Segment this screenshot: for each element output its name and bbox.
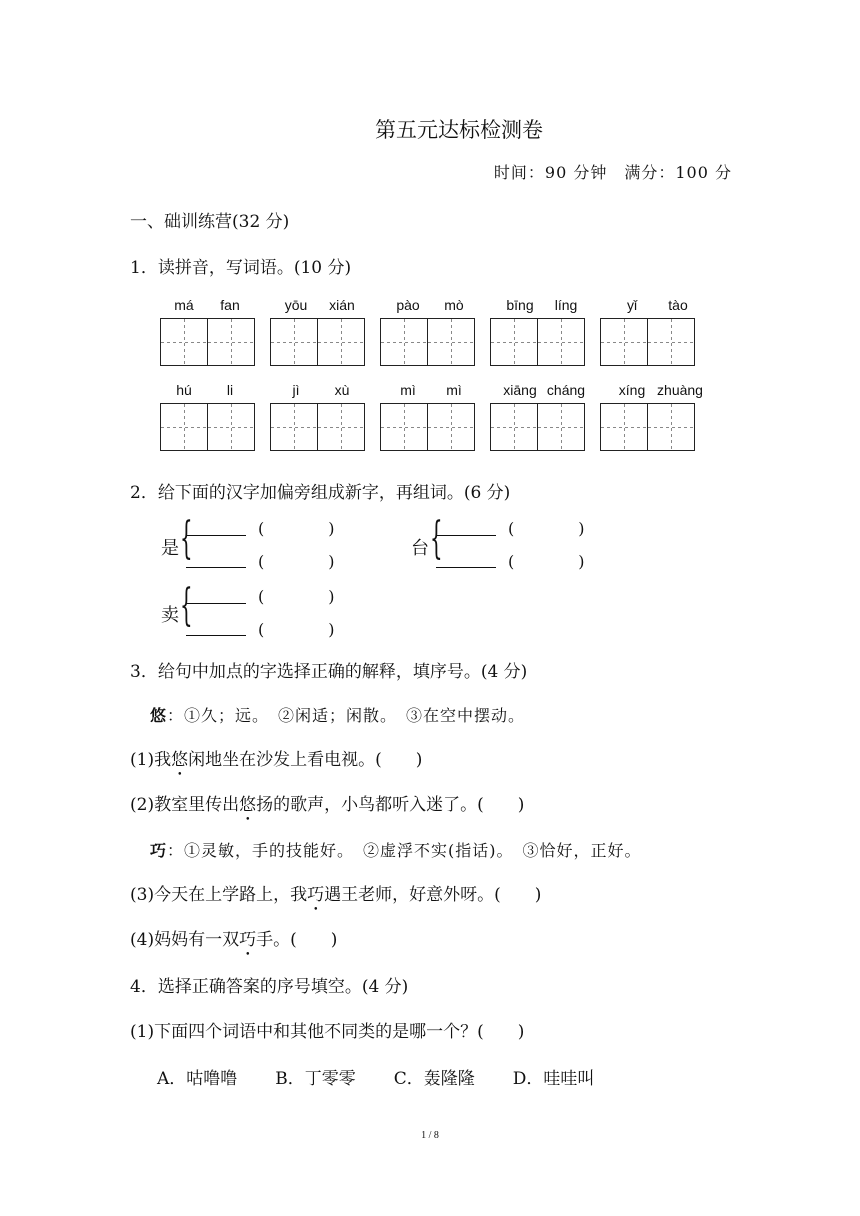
- answer-options: [157, 1064, 632, 1089]
- word-paren[interactable]: ( ): [258, 552, 335, 571]
- char-cell[interactable]: [427, 403, 475, 451]
- pinyin: fan: [220, 297, 240, 313]
- char-cell[interactable]: [427, 318, 475, 366]
- char-cell[interactable]: [270, 318, 318, 366]
- char-cell[interactable]: [537, 403, 585, 451]
- radical-char: 是: [161, 538, 179, 559]
- word-box[interactable]: [490, 318, 584, 366]
- dotted-char: 巧: [307, 885, 325, 905]
- question-4-heading: 4．选择正确答案的序号填空。(4 分): [130, 977, 409, 997]
- word-paren[interactable]: ( ): [508, 552, 585, 571]
- sentence-text: 遇王老师，好意外呀。( ): [324, 885, 542, 905]
- pinyin: mì: [400, 382, 416, 398]
- page-title: 第五元达标检测卷: [375, 118, 543, 142]
- sentence-1: [130, 745, 422, 780]
- radical-char: 台: [411, 538, 429, 559]
- char-cell[interactable]: [490, 403, 538, 451]
- pinyin: yōu: [284, 297, 308, 313]
- word-box[interactable]: [160, 318, 254, 366]
- pinyin: tào: [668, 297, 688, 313]
- word-box[interactable]: [380, 403, 474, 451]
- pinyin: xiāng: [503, 382, 537, 398]
- pinyin: yǐ: [626, 297, 638, 313]
- sentence-text: (3)今天在上学路上，我: [130, 885, 308, 905]
- sentence-4: [130, 925, 337, 960]
- word-box[interactable]: [160, 403, 254, 451]
- pinyin: cháng: [546, 382, 586, 398]
- brace-icon: {: [180, 580, 193, 631]
- char-cell[interactable]: [490, 318, 538, 366]
- pinyin: mò: [444, 297, 464, 313]
- question-4-sub-1: (1)下面四个词语中和其他不同类的是哪一个？( ): [130, 1022, 525, 1042]
- sentence-text: 闲地坐在沙发上看电视。( ): [188, 750, 423, 770]
- blank-line[interactable]: [186, 535, 246, 536]
- char-cell[interactable]: [207, 403, 255, 451]
- char-cell[interactable]: [317, 403, 365, 451]
- char-cell[interactable]: [380, 318, 428, 366]
- pinyin: zhuàng: [657, 382, 703, 398]
- sentence-2: [130, 790, 524, 825]
- definition-char: 悠: [150, 706, 168, 725]
- word-box[interactable]: [600, 403, 694, 451]
- sentence-text: (2)教室里传出: [130, 795, 240, 815]
- char-cell[interactable]: [537, 318, 585, 366]
- word-box[interactable]: [270, 403, 364, 451]
- pinyin: má: [174, 297, 194, 313]
- word-paren[interactable]: ( ): [258, 587, 335, 606]
- word-box[interactable]: [380, 318, 474, 366]
- blank-line[interactable]: [186, 635, 246, 636]
- char-cell[interactable]: [600, 318, 648, 366]
- word-paren[interactable]: ( ): [258, 519, 335, 538]
- dotted-char: 巧: [239, 930, 257, 950]
- char-cell[interactable]: [600, 403, 648, 451]
- exam-meta: 时间：90 分钟 满分：100 分: [493, 163, 732, 182]
- writing-grid-row-1: [160, 318, 710, 366]
- sentence-text: (1)我: [130, 750, 172, 770]
- definition-text: ：①灵敏，手的技能好。 ②虚浮不实(指话)。 ③恰好，正好。: [167, 841, 642, 860]
- pinyin: pào: [396, 297, 420, 313]
- word-paren[interactable]: ( ): [258, 620, 335, 639]
- option-c[interactable]: C．轰隆隆: [393, 1069, 475, 1089]
- pinyin: xián: [329, 297, 355, 313]
- definition-line-2: [150, 838, 642, 861]
- definition-char: 巧: [150, 841, 168, 860]
- pinyin-row-1: [160, 297, 706, 315]
- dotted-char: 悠: [239, 795, 257, 815]
- word-box[interactable]: [270, 318, 364, 366]
- blank-line[interactable]: [186, 567, 246, 568]
- question-3-heading: 3．给句中加点的字选择正确的解释，填序号。(4 分): [130, 662, 528, 682]
- writing-grid-row-2: [160, 403, 710, 451]
- blank-line[interactable]: [436, 535, 496, 536]
- char-cell[interactable]: [647, 403, 695, 451]
- blank-line[interactable]: [186, 603, 246, 604]
- char-cell[interactable]: [317, 318, 365, 366]
- radical-char: 卖: [161, 605, 179, 626]
- word-box[interactable]: [600, 318, 694, 366]
- option-d[interactable]: D．哇哇叫: [512, 1069, 595, 1089]
- definition-line-1: [150, 703, 525, 726]
- char-cell[interactable]: [380, 403, 428, 451]
- pinyin: mì: [446, 382, 462, 398]
- page-number: 1 / 8: [421, 1130, 439, 1141]
- pinyin-row-2: [160, 382, 706, 400]
- option-a[interactable]: A．咕噜噜: [157, 1069, 238, 1089]
- char-cell[interactable]: [270, 403, 318, 451]
- char-cell[interactable]: [647, 318, 695, 366]
- section-heading: 一、础训练营(32 分): [130, 212, 290, 232]
- pinyin: jì: [292, 382, 300, 398]
- brace-icon: {: [430, 513, 443, 564]
- pinyin: bīng: [506, 297, 534, 313]
- pinyin: xù: [334, 382, 350, 398]
- option-b[interactable]: B．丁零零: [275, 1069, 356, 1089]
- question-1-heading: 1．读拼音，写词语。(10 分): [130, 258, 352, 278]
- word-box[interactable]: [490, 403, 584, 451]
- sentence-text: 扬的歌声，小鸟都听入迷了。( ): [256, 795, 525, 815]
- sentence-3: [130, 880, 541, 915]
- pinyin: hú: [176, 382, 192, 398]
- definition-text: ：①久；远。 ②闲适；闲散。 ③在空中摆动。: [167, 706, 526, 725]
- pinyin: li: [226, 382, 234, 398]
- pinyin: xíng: [618, 382, 646, 398]
- pinyin: líng: [554, 297, 578, 313]
- sentence-text: 手。( ): [256, 930, 338, 950]
- blank-line[interactable]: [436, 567, 496, 568]
- char-cell[interactable]: [160, 403, 208, 451]
- sentence-text: (4)妈妈有一双: [130, 930, 240, 950]
- question-2-heading: 2．给下面的汉字加偏旁组成新字，再组词。(6 分): [130, 483, 511, 503]
- char-cell[interactable]: [207, 318, 255, 366]
- dotted-char: 悠: [171, 750, 189, 770]
- brace-icon: {: [180, 513, 193, 564]
- word-paren[interactable]: ( ): [508, 519, 585, 538]
- char-cell[interactable]: [160, 318, 208, 366]
